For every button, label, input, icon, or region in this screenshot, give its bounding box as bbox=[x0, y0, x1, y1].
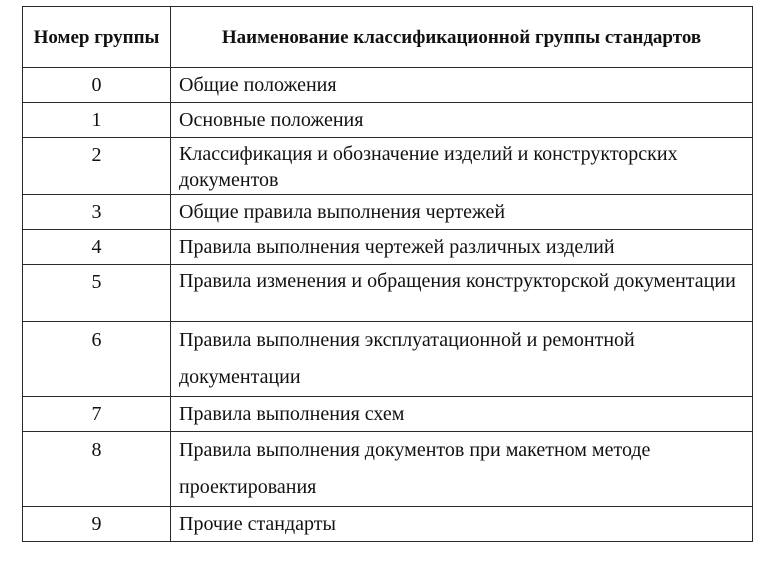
table-row bbox=[23, 322, 753, 397]
table-header-row bbox=[23, 7, 753, 68]
table-row bbox=[23, 138, 753, 195]
table-row bbox=[23, 68, 753, 103]
standards-groups-table bbox=[22, 6, 753, 542]
table-row bbox=[23, 432, 753, 507]
group-number-cell: 7 bbox=[23, 397, 171, 432]
table-row bbox=[23, 230, 753, 265]
group-name-cell: Общие правила выполнения чертежей bbox=[171, 195, 753, 230]
group-name-cell: Основные положения bbox=[171, 103, 753, 138]
header-group-number bbox=[23, 7, 171, 68]
table-row bbox=[23, 103, 753, 138]
group-name-cell: Правила выполнения чертежей различных изделий bbox=[171, 230, 753, 265]
group-number-cell: 6 bbox=[23, 322, 171, 397]
group-name-cell: Прочие стандарты bbox=[171, 507, 753, 542]
group-number-cell: 3 bbox=[23, 195, 171, 230]
group-number-cell: 9 bbox=[23, 507, 171, 542]
group-number-cell: 1 bbox=[23, 103, 171, 138]
group-name-cell: Правила изменения и обращения конструкторской документации bbox=[171, 265, 753, 322]
group-number-cell: 8 bbox=[23, 432, 171, 507]
group-name-cell: Правила выполнения документов при макетном методе проектирования bbox=[171, 432, 753, 507]
table-row bbox=[23, 265, 753, 322]
table-row bbox=[23, 195, 753, 230]
group-number-cell: 4 bbox=[23, 230, 171, 265]
table-row bbox=[23, 507, 753, 542]
group-number-cell: 5 bbox=[23, 265, 171, 322]
group-number-cell: 2 bbox=[23, 138, 171, 195]
table-row bbox=[23, 397, 753, 432]
group-name-cell: Общие положения bbox=[171, 68, 753, 103]
header-group-name-label: Наименование классификационной группы стандартов bbox=[221, 26, 702, 48]
group-name-cell: Классификация и обозначение изделий и конструкторских документов bbox=[171, 138, 753, 195]
group-number-cell: 0 bbox=[23, 68, 171, 103]
header-group-number-label: Номер группы bbox=[33, 26, 160, 48]
group-name-cell: Правила выполнения схем bbox=[171, 397, 753, 432]
group-name-cell: Правила выполнения эксплуатационной и ремонтной документации bbox=[171, 322, 753, 397]
header-group-name bbox=[171, 7, 753, 68]
